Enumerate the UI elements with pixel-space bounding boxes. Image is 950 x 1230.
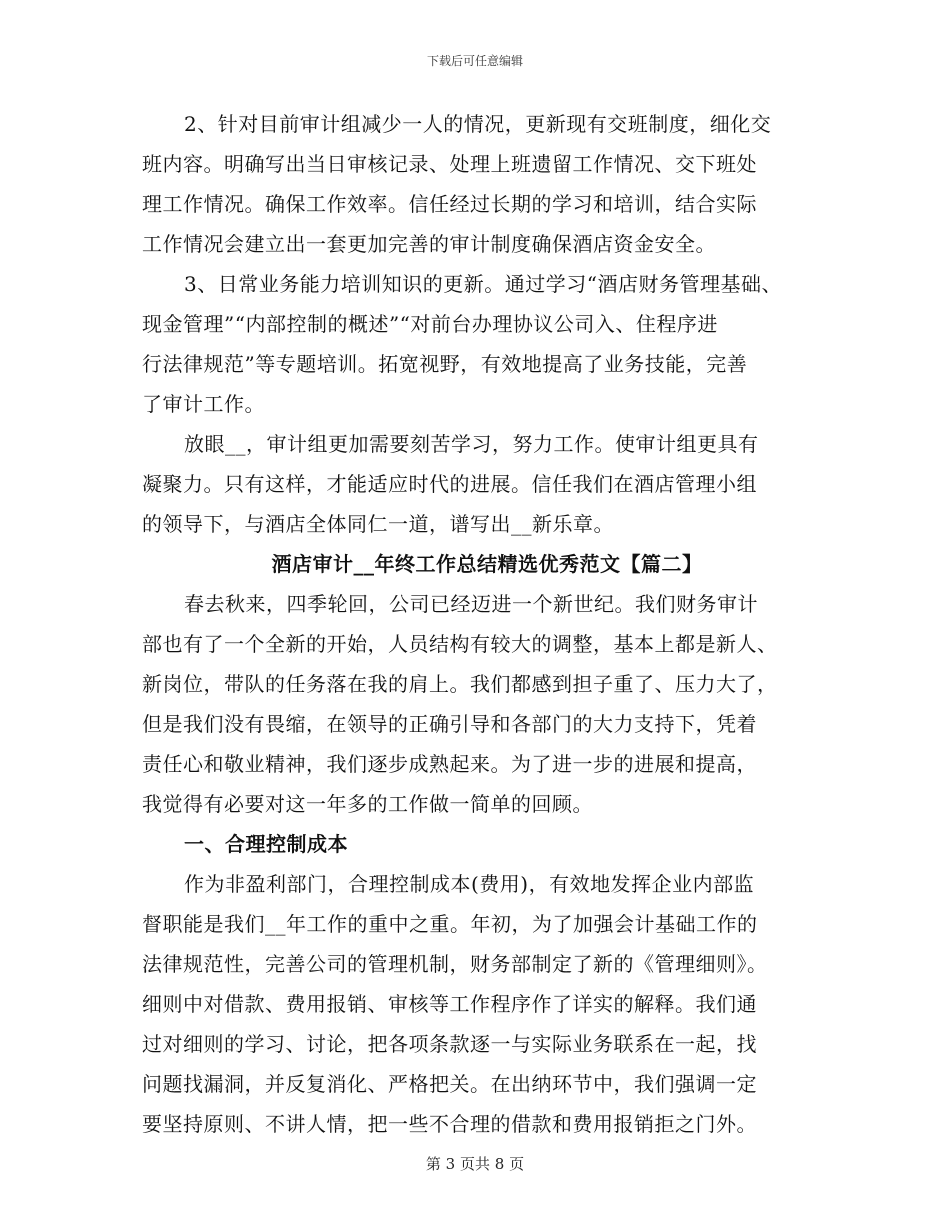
page-number-footer: 第 3 页共 8 页 <box>425 1155 525 1173</box>
paragraph-line: 细则中对借款、费用报销、审核等工作程序作了详实的解释。我们通 <box>142 992 757 1016</box>
document-body <box>142 108 832 1148</box>
paragraph-line: 理工作情况。确保工作效率。信任经过长期的学习和培训，结合实际 <box>142 192 757 216</box>
paragraph-line: 了审计工作。 <box>142 392 265 416</box>
section-title: 酒店审计__年终工作总结精选优秀范文【篇二】 <box>271 552 703 576</box>
paragraph-line: 放眼__，审计组更加需要刻苦学习，努力工作。使审计组更具有 <box>184 432 759 456</box>
paragraph-line: 春去秋来，四季轮回，公司已经迈进一个新世纪。我们财务审计 <box>184 592 758 616</box>
paragraph-line: 部也有了一个全新的开始，人员结构有较大的调整，基本上都是新人、 <box>142 632 778 656</box>
paragraph-line: 班内容。明确写出当日审核记录、处理上班遗留工作情况、交下班处 <box>142 152 757 176</box>
paragraph-line: 凝聚力。只有这样，才能适应时代的进展。信任我们在酒店管理小组 <box>142 472 757 496</box>
paragraph-line: 现金管理”“内部控制的概述”“对前台办理协议公司入、住程序进 <box>142 312 718 336</box>
paragraph-line: 行法律规范”等专题培训。拓宽视野，有效地提高了业务技能，完善 <box>142 352 748 376</box>
subsection-heading: 一、合理控制成本 <box>184 832 348 856</box>
paragraph-line: 工作情况会建立出一套更加完善的审计制度确保酒店资金安全。 <box>142 232 716 256</box>
paragraph-line: 督职能是我们__年工作的重中之重。年初，为了加强会计基础工作的 <box>142 912 758 936</box>
paragraph-line: 作为非盈利部门，合理控制成本(费用)，有效地发挥企业内部监 <box>184 872 755 896</box>
paragraph-line: 的领导下，与酒店全体同仁一道，谱写出__新乐章。 <box>142 512 614 536</box>
paragraph-line: 3、日常业务能力培训知识的更新。通过学习“酒店财务管理基础、 <box>184 272 782 296</box>
paragraph-line: 新岗位，带队的任务落在我的肩上。我们都感到担子重了、压力大了， <box>142 672 778 696</box>
paragraph-line: 要坚持原则、不讲人情，把一些不合理的借款和费用报销拒之门外。 <box>142 1112 757 1136</box>
paragraph-line: 但是我们没有畏缩，在领导的正确引导和各部门的大力支持下，凭着 <box>142 712 757 736</box>
page-header: 下载后可任意编辑 <box>426 54 523 68</box>
paragraph-line: 我觉得有必要对这一年多的工作做一简单的回顾。 <box>142 792 593 816</box>
paragraph-line: 法律规范性，完善公司的管理机制，财务部制定了新的《管理细则》。 <box>142 952 768 976</box>
paragraph-line: 过对细则的学习、讨论，把各项条款逐一与实际业务联系在一起，找 <box>142 1032 757 1056</box>
paragraph-line: 问题找漏洞，并反复消化、严格把关。在出纳环节中，我们强调一定 <box>142 1072 757 1096</box>
paragraph-line: 责任心和敬业精神，我们逐步成熟起来。为了进一步的进展和提高， <box>142 752 757 776</box>
paragraph-line: 2、针对目前审计组减少一人的情况，更新现有交班制度，细化交 <box>184 112 772 136</box>
